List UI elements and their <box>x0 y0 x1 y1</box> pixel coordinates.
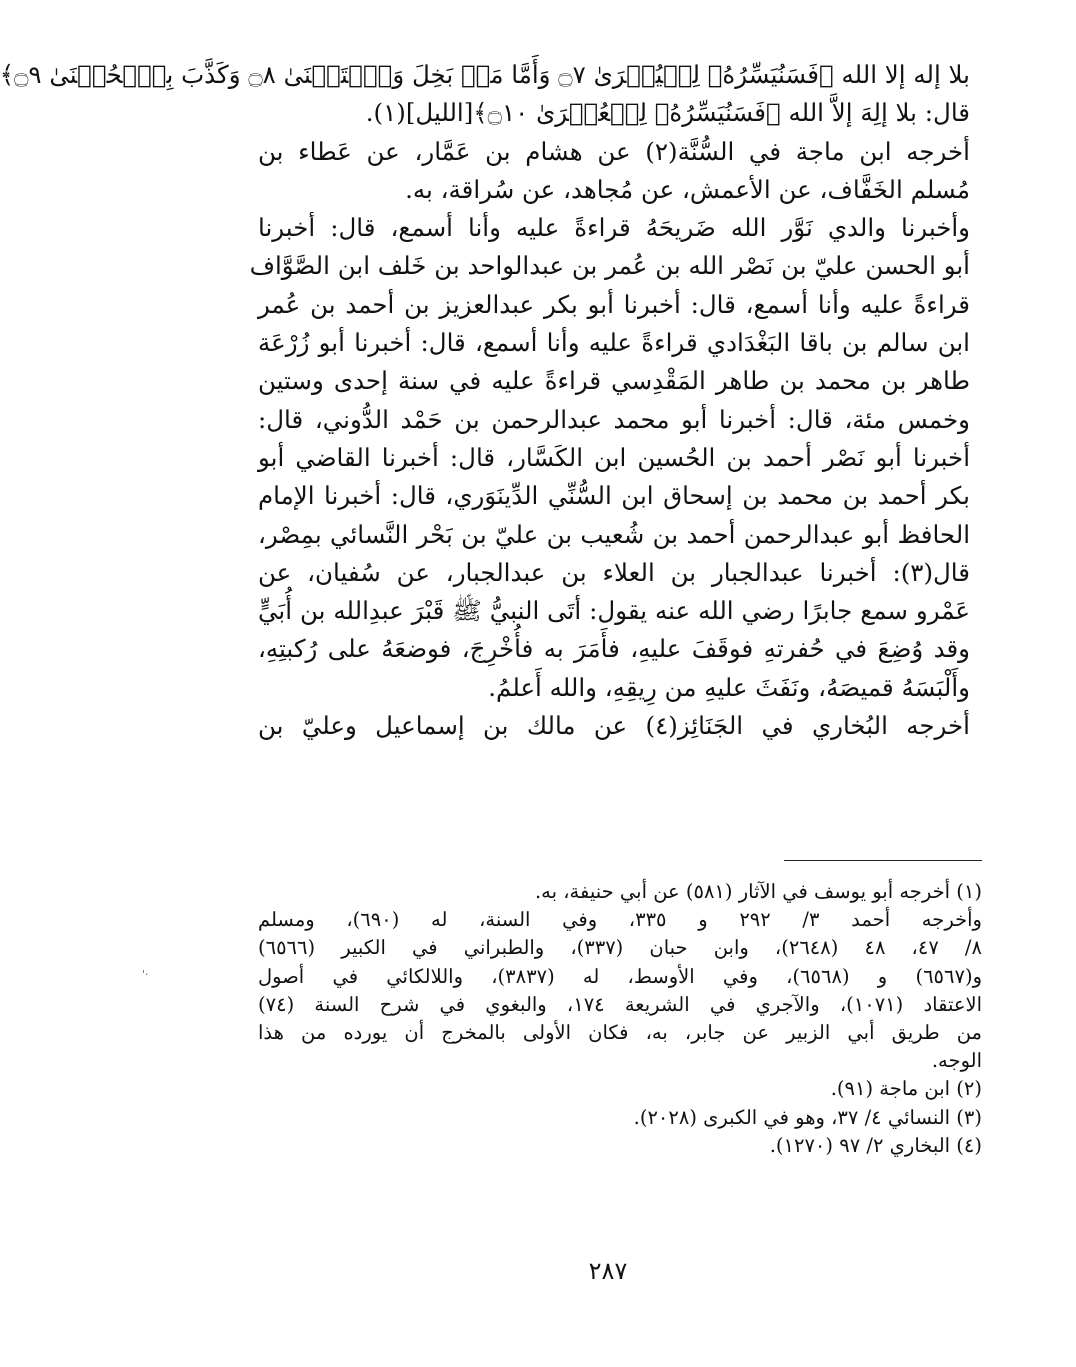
text-line: عَمْرو سمع جابرًا رضي الله عنه يقول: أتَى النبيُّ ﷺ قَبْرَ عبدِالله بن أُبَيٍّ <box>258 596 970 626</box>
text-line: أخرجه البُخاري في الجَنَائِز(٤) عن مالك بن إسماعيل وعليّ بن <box>258 711 970 741</box>
footnote-line: (٤) البخاري ٢/ ٩٧ (١٢٧٠). <box>769 1133 982 1157</box>
text-line: قال(٣): أخبرنا عبدالجبار بن العلاء بن عبدالجبار، عن سُفيان، عن <box>258 557 970 587</box>
footnote-line: (٣) النسائي ٤/ ٣٧، وهو في الكبرى (٢٠٢٨). <box>633 1105 982 1129</box>
text-line: وأَلْبَسَهُ قميصَهُ، ونَفَثَ عليهِ من رِيقِهِ، والله أَعلمُ. <box>488 672 970 702</box>
footnotes <box>258 878 982 1160</box>
text-line: بكر أحمد بن محمد بن إسحاق ابن السُّنِّي الدِّينَوَري، قال: أخبرنا الإمام <box>258 481 970 511</box>
footnote-line: الوجه. <box>931 1049 982 1073</box>
text-line: وقد وُضِعَ في حُفرتهِ فوقَفَ عليهِ، فأَمَرَ به فأُخْرِجَ، فوضعَهُ على رُكبتِهِ، <box>258 634 970 664</box>
scan-mark: ·' <box>142 968 149 981</box>
text-line: قال: بلا إلِهَ إلاَّ الله ﴿فَسَنُيَسِّرُهُۥ لِلۡعُسۡرَىٰ ۝١٠﴾[الليل](١). <box>365 98 970 128</box>
text-line: أخبرنا أبو نَصْر أحمد بن الحُسين ابن الكَسَّار، قال: أخبرنا القاضي أبو <box>258 442 970 472</box>
text-line: أخرجه ابن ماجة في السُّنَّة(٢) عن هشام بن عَمَّار، عن عَطاء بن <box>258 136 970 166</box>
footnote-line: ٨/ ٤٧، ٤٨ (٢٦٤٨)، وابن حبان (٣٣٧)، والطبراني في الكبير (٦٥٦٦) <box>258 936 982 960</box>
text-line: مُسلم الخَفَّاف، عن الأعمش، عن مُجاهد، عن سُراقة، به. <box>405 174 970 204</box>
text-line: بلا إله إلا الله ﴿فَسَنُيَسِّرُهُۥ لِلۡيُسۡرَىٰ ۝٧ وَأَمَّا مَنۢ بَخِلَ وَٱسۡتَغۡنَىٰ ۝٨ وَكَذَّبَ بِٱلۡحُسۡنَىٰ ۝٩﴾ <box>0 60 970 89</box>
footnote-line: الاعتقاد (١٠٧١)، والآجري في الشريعة ١٧٤، والبغوي في شرح السنة (٧٤) <box>258 992 983 1016</box>
main-text <box>0 56 970 745</box>
text-line: ابن سالم بن باقا البَغْدَادي قراءةً عليه وأنا أسمع، قال: أخبرنا أبو زُرْعَة <box>258 328 970 358</box>
text-line: طاهر بن محمد بن طاهر المَقْدِسي قراءةً عليه في سنة إحدى وستين <box>258 366 970 396</box>
footnote-line: من طريق أبي الزبير عن جابر، به، فكان الأولى بالمخرج أن يورده من هذا <box>258 1020 982 1044</box>
footnote-separator <box>784 860 982 861</box>
page-number: ٢٨٧ <box>588 1257 628 1285</box>
text-line: وخمس مئة، قال: أخبرنا أبو محمد عبدالرحمن بن حَمْد الدُّوني، قال: <box>258 404 970 434</box>
footnote-line: (١) أخرجه أبو يوسف في الآثار (٥٨١) عن أبي حنيفة، به. <box>534 880 982 903</box>
footnote-line: (٢) ابن ماجة (٩١). <box>830 1077 982 1101</box>
text-line: أبو الحسن عليّ بن نَصْر الله بن عُمر بن عبدالواحد بن خَلف ابن الصَّوَّاف <box>249 251 970 281</box>
footnote-line: وأخرجه أحمد ٣/ ٢٩٢ و ٣٣٥، وفي السنة، له (٦٩٠)، ومسلم <box>258 908 982 932</box>
text-line: قراءةً عليه وأنا أسمع، قال: أخبرنا أبو بكر عبدالعزيز بن أحمد بن عُمر <box>258 289 970 319</box>
text-line: الحافظ أبو عبدالرحمن أحمد بن شُعيب بن عليّ بن بَحْر النَّسائي بمِصْر، <box>258 519 970 549</box>
footnote-line: و(٦٥٦٧) و (٦٥٦٨)، وفي الأوسط، له (٣٨٣٧)، واللالكائي في أصول <box>258 964 983 988</box>
text-line: وأخبرنا والدي نَوَّر الله ضَريحَهُ قراءةً عليه وأنا أسمع، قال: أخبرنا <box>258 213 970 243</box>
